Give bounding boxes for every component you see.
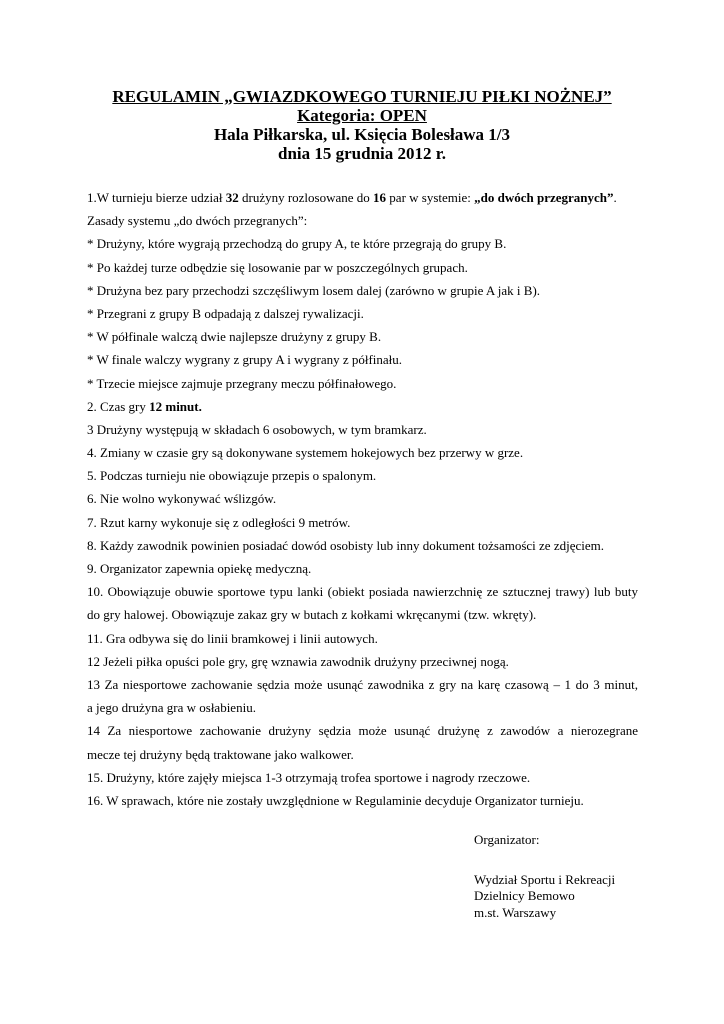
rule-13-line-2: a jego drużyna gra w osłabieniu.: [87, 700, 256, 716]
rule-11: 11. Gra odbywa się do linii bramkowej i linii autowych.: [87, 630, 378, 646]
rule-10-line-2: do gry halowej. Obowiązuje zakaz gry w butach z kołkami wkręcanymi (tzw. wkręty).: [87, 607, 537, 623]
organizer-name-line: Dzielnicy Bemowo: [474, 888, 575, 903]
game-duration: 12 minut.: [149, 398, 202, 414]
rule-item: 8. Każdy zawodnik powinien posiadać dowód osobisty lub inny dokument tożsamości ze zdjęciem.: [87, 537, 604, 553]
rule-item: 6. Nie wolno wykonywać wślizgów.: [87, 491, 277, 507]
bullet-item: * Przegrani z grupy B odpadają z dalszej rywalizacji.: [87, 305, 364, 321]
bullet-item: * Po każdej turze odbędzie się losowanie par w poszczególnych grupach.: [87, 259, 468, 275]
document-header: [0, 87, 724, 163]
rule-16: 16. W sprawach, które nie zostały uwzględnione w Regulaminie decyduje Organizator turnieju.: [87, 792, 584, 808]
date-line: dnia 15 grudnia 2012 r.: [278, 144, 446, 163]
rule-item: 5. Podczas turnieju nie obowiązuje przepis o spalonym.: [87, 468, 377, 484]
rule-2-text: 2. Czas gry: [87, 398, 150, 414]
rule-1-text-e: par w systemie:: [386, 190, 475, 205]
organizer-name-line: Wydział Sportu i Rekreacji: [474, 871, 616, 887]
organizer-name-line: m.st. Warszawy: [474, 904, 557, 920]
rule-14-line-2: mecze tej drużyny będą traktowane jako walkower.: [87, 746, 354, 762]
organizer-label: Organizator:: [474, 832, 540, 847]
document-title: REGULAMIN „GWIAZDKOWEGO TURNIEJU PIŁKI NOŻNEJ”: [112, 87, 612, 106]
teams-count: 32: [225, 190, 239, 205]
rule-item: 9. Organizator zapewnia opiekę medyczną.: [87, 561, 312, 576]
bullet-item: * Drużyny, które wygrają przechodzą do grupy A, te które przegrają do grupy B.: [87, 236, 507, 252]
rule-item: 7. Rzut karny wykonuje się z odległości 9 metrów.: [87, 514, 351, 530]
rule-15: 15. Drużyny, które zajęły miejsca 1-3 otrzymają trofea sportowe i nagrody rzeczowe.: [87, 769, 531, 785]
rule-12: 12 Jeżeli piłka opuści pole gry, grę wznawia zawodnik drużyny przeciwnej nogą.: [87, 653, 509, 669]
rule-1-text-g: .: [613, 190, 617, 205]
rule-1-text-a: 1.W turnieju bierze udział: [87, 190, 226, 205]
pairs-count: 16: [373, 190, 387, 205]
system-name: „do dwóch przegranych”: [474, 190, 614, 205]
bullet-item: * W półfinale walczą dwie najlepsze drużyny z grupy B.: [87, 329, 382, 345]
bullet-item: * W finale walczy wygrany z grupy A i wygrany z półfinału.: [87, 352, 403, 368]
bullet-item: * Drużyna bez pary przechodzi szczęśliwym losem dalej (zarówno w grupie A jak i B).: [87, 282, 541, 298]
venue-line: Hala Piłkarska, ul. Księcia Bolesława 1/3: [213, 125, 511, 144]
category-line: Kategoria: OPEN: [297, 106, 427, 125]
rule-14-line-1: 14 Za niesportowe zachowanie drużyny sędzia może usunąć drużynę z zawodów a nierozegrane: [87, 723, 638, 739]
rule-1-text-c: drużyny rozlosowane do: [238, 190, 374, 205]
rule-item: 4. Zmiany w czasie gry są dokonywane systemem hokejowych bez przerwy w grze.: [87, 445, 524, 461]
rule-item: 3 Drużyny występują w składach 6 osobowych, w tym bramkarz.: [87, 421, 427, 437]
bullet-item: * Trzecie miejsce zajmuje przegrany meczu półfinałowego.: [87, 375, 397, 391]
rule-1: [87, 186, 638, 209]
rule-10-line-1: 10. Obowiązuje obuwie sportowe typu lanki (obiekt posiada nawierzchnię ze sztucznej trawy) lub buty: [87, 584, 638, 600]
rule-13-line-1: 13 Za niesportowe zachowanie sędzia może usunąć zawodnika z gry na karę czasową – 1 do 3 minut,: [87, 676, 638, 692]
rules-body: [87, 186, 638, 812]
rule-2: [87, 395, 638, 418]
organizer-signature: [474, 832, 615, 921]
system-intro: Zasady systemu „do dwóch przegranych”:: [87, 213, 308, 229]
